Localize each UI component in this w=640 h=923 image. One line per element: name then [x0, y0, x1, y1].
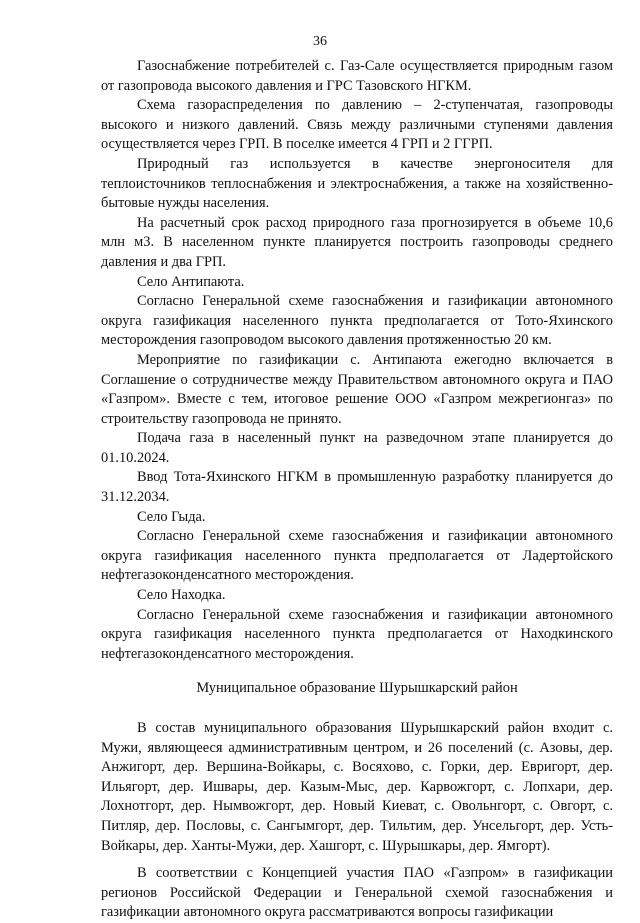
paragraph: Согласно Генеральной схеме газоснабжения и газификации автономного округа газификация населенного пункта предполагается от Тото-Яхинского месторождения газопроводом высокого давления протяженностью 20 км. [101, 293, 613, 349]
paragraph: Согласно Генеральной схеме газоснабжения и газификации автономного округа газификация населенного пункта предполагается от Ладертойского нефтегазоконденсатного месторождения. [101, 528, 613, 584]
body-text [101, 57, 613, 923]
paragraph: Газоснабжение потребителей с. Газ-Сале осуществляется природным газом от газопровода высокого давления и ГРС Тазовского НГКМ. [101, 58, 613, 94]
paragraph: Схема газораспределения по давлению – 2-ступенчатая, газопроводы высокого и низкого давлений. Связь между различными ступенями давления осуществляется через ГРП. В поселке имеется 4 ГРП и 2 ГГРП. [101, 97, 613, 153]
paragraph: В состав муниципального образования Шурышкарский район входит с. Мужи, являющееся административным центром, и 26 поселений (с. Азовы, дер. Анжигорт, дер. Вершина-Войкары, с. Восяхово, с. Горки, дер. Евригорт, дер. Ильягорт, дер. Ишвары, дер. Казым-Мыс, дер. Карвожгорт, с. Лопхари, дер. Лохнотгорт, дер. Нымвожгорт, дер. Новый Киеват, с. Овольнгорт, с. Овгорт, с. Питляр, дер. Пословы, с. Сангымгорт, дер. Тильтим, дер. Унсельгорт, дер. Усть-Войкары, дер. Ханты-Мужи, дер. Хашгорт, с. Шурышкары, дер. Ямгорт). [101, 720, 613, 854]
paragraph: Природный газ используется в качестве энергоносителя для теплоисточников теплоснабжения и электроснабжения, а также на хозяйственно-бытовые нужды населения. [101, 155, 613, 212]
locality-heading: Село Гыда. [137, 508, 206, 525]
paragraph: В соответствии с Концепцией участия ПАО «Газпром» в газификации регионов Российской Федерации и Генеральной схемой газоснабжения и газификации автономного округа рассматриваются вопросы газификации [101, 865, 613, 921]
paragraph: Подача газа в населенный пункт на разведочном этапе планируется до 01.10.2024. [101, 430, 613, 466]
section-heading: Муниципальное образование Шурышкарский район [196, 680, 518, 697]
paragraph: Согласно Генеральной схеме газоснабжения и газификации автономного округа газификация населенного пункта предполагается от Находкинского нефтегазоконденсатного месторождения. [101, 606, 613, 662]
paragraph: На расчетный срок расход природного газа прогнозируется в объеме 10,6 млн м3. В населенном пункте планируется построить газопроводы среднего давления и два ГРП. [101, 214, 613, 270]
locality-heading: Село Находка. [137, 587, 226, 604]
page-number: 36 [313, 34, 327, 49]
paragraph: Ввод Тота-Яхинского НГКМ в промышленную разработку планируется до 31.12.2034. [101, 469, 613, 506]
paragraph: Мероприятие по газификации с. Антипаюта ежегодно включается в Соглашение о сотрудничестве между Правительством автономного округа и ПАО «Газпром». Вместе с тем, итоговое решение ООО «Газпром межрегионгаз» по строительству газопровода не принято. [101, 351, 613, 427]
locality-heading: Село Антипаюта. [137, 273, 245, 290]
